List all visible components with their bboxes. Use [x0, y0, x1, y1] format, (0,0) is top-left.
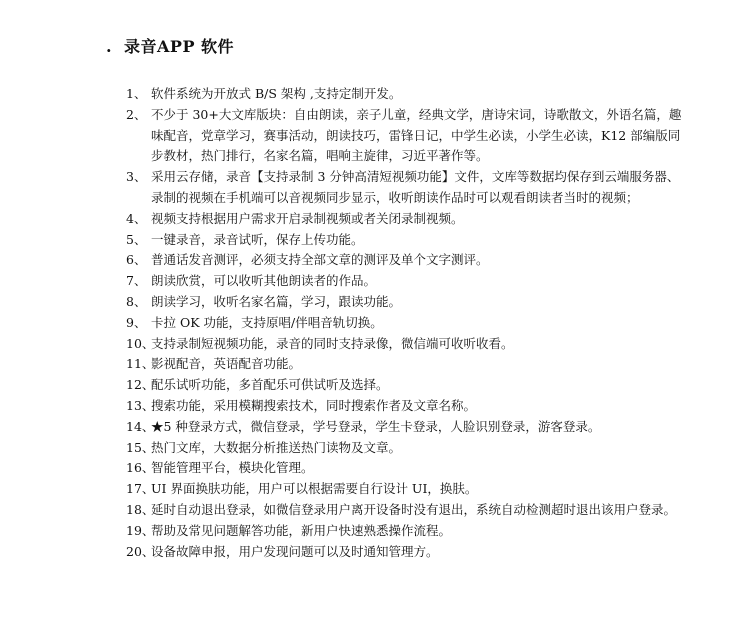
item-number: 5、: [126, 231, 147, 247]
item-text: 延时自动退出登录，如微信登录用户离开设备时没有退出，系统自动检测超时退出该用户登录。: [151, 501, 677, 517]
item-text: 支持录制短视频功能，录音的同时支持录像，微信端可收听收看。: [151, 335, 514, 351]
list-item: [126, 542, 686, 563]
item-number: 20、: [126, 543, 155, 559]
item-text: 设备故障申报，用户发现问题可以及时通知管理方。: [151, 543, 439, 559]
list-item: [126, 521, 686, 542]
list-item: [126, 375, 686, 396]
list-item: [126, 479, 686, 500]
item-text: 卡拉 OK 功能，支持原唱/伴唱音轨切换。: [151, 314, 383, 330]
item-text: 搜索功能，采用模糊搜索技术，同时搜索作者及文章名称。: [151, 397, 477, 413]
list-item: [126, 230, 686, 251]
item-text: 采用云存储，录音【支持录制 3 分钟高清短视频功能】文件，文库等数据均保存到云端服务器、录制的视频在手机端可以音视频同步显示，收听朗读作品时可以观看朗读者当时的视频；: [151, 169, 680, 205]
heading-text: 录音APP 软件: [124, 37, 235, 56]
item-number: 9、: [126, 314, 147, 330]
item-number: 16、: [126, 460, 155, 476]
item-number: 19、: [126, 522, 155, 538]
list-item: [126, 417, 686, 438]
item-text: 软件系统为开放式 B/S 架构 ,支持定制开发。: [151, 86, 402, 101]
list-item: [126, 334, 686, 355]
list-item: [126, 500, 686, 521]
list-item: [126, 438, 686, 459]
list-item: [126, 84, 686, 105]
list-item: [126, 292, 686, 313]
item-number: 15、: [126, 439, 155, 455]
item-text: 一键录音，录音试听，保存上传功能。: [151, 231, 364, 247]
list-item: [126, 250, 686, 271]
list-item: [126, 167, 686, 209]
item-text: 热门文库，大数据分析推送热门读物及文章。: [151, 439, 402, 455]
item-number: 2、: [126, 106, 147, 122]
item-number: 8、: [126, 293, 147, 309]
item-number: 13、: [126, 397, 155, 413]
item-number: 7、: [126, 273, 147, 289]
item-text: 朗读欣赏，可以收听其他朗读者的作品。: [151, 273, 377, 289]
item-number: 4、: [126, 210, 147, 226]
item-number: 12、: [126, 377, 155, 393]
item-number: 10、: [126, 335, 155, 351]
item-text: 影视配音，英语配音功能。: [151, 356, 302, 372]
item-number: 1、: [126, 86, 147, 101]
item-text: 帮助及常见问题解答功能，新用户快速熟悉操作流程。: [151, 522, 452, 538]
heading-bullet: .: [106, 37, 113, 56]
item-text: ★5 种登录方式，微信登录，学号登录，学生卡登录，人脸识别登录，游客登录。: [151, 418, 601, 434]
item-text: 不少于 30+大文库版块：自由朗读，亲子儿童，经典文学，唐诗宋词，诗歌散文，外语名篇，趣味配音，党章学习，赛事活动，朗读技巧，雷锋日记，中学生必读，小学生必读，K12 部编版同步教材，热门排行，名家名篇，唱响主旋律，习近平著作等。: [151, 106, 682, 164]
item-text: 视频支持根据用户需求开启录制视频或者关闭录制视频。: [151, 210, 464, 226]
item-number: 3、: [126, 169, 147, 185]
item-text: 朗读学习，收听名家名篇，学习，跟读功能。: [151, 293, 402, 309]
section-heading: [106, 34, 234, 57]
item-number: 14、: [126, 418, 155, 434]
list-item: [126, 354, 686, 375]
item-number: 11、: [126, 356, 155, 372]
list-item: [126, 209, 686, 230]
list-item: [126, 271, 686, 292]
item-text: 智能管理平台，模块化管理。: [151, 460, 314, 476]
item-text: UI 界面换肤功能，用户可以根据需要自行设计 UI，换肤。: [151, 481, 478, 497]
item-text: 普通话发音测评，必须支持全部文章的测评及单个文字测评。: [151, 252, 489, 268]
list-item: [126, 105, 686, 167]
item-text: 配乐试听功能，多首配乐可供试听及选择。: [151, 377, 389, 393]
list-item: [126, 396, 686, 417]
item-number: 18、: [126, 501, 155, 517]
item-number: 17、: [126, 481, 155, 497]
list-item: [126, 458, 686, 479]
item-number: 6、: [126, 252, 147, 268]
list-item: [126, 313, 686, 334]
feature-list: [126, 84, 686, 562]
